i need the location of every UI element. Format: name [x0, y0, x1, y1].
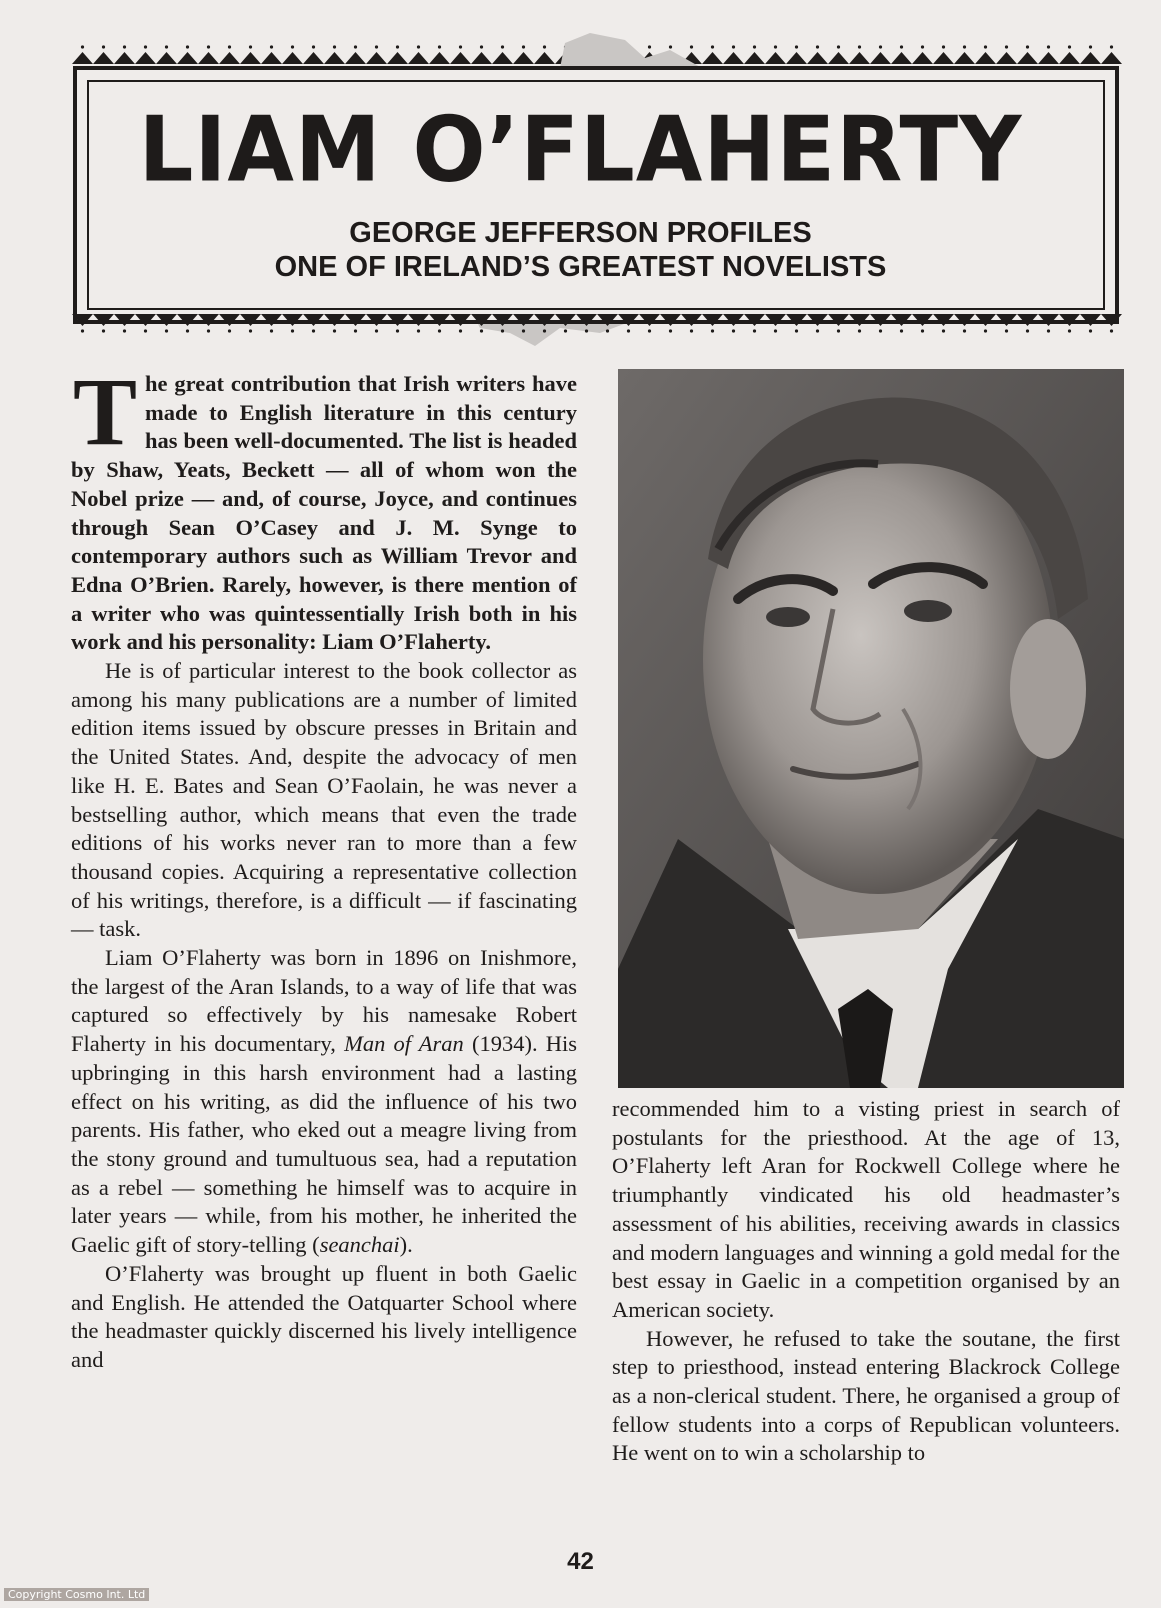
zigzag-dot — [1026, 329, 1029, 332]
article-title: LIAM O’FLAHERTY — [138, 97, 1023, 203]
zigzag-dot — [438, 329, 441, 332]
zigzag-dot — [984, 45, 987, 48]
zigzag-dot — [354, 329, 357, 332]
zigzag-dot — [858, 45, 861, 48]
intro-paragraph: The great contribution that Irish writers have made to English literature in this century has been well-documented. The list is headed by Shaw, Yeats, Beckett — all of whom won the Nobel prize — and, of course, Joyce, and continues through Sean O’Casey and J. M. Synge to contemporary authors such as William Trevor and Edna O’Brien. Rarely, however, is there mention of a writer who was quintessentially Irish both in his work and his personality: Liam O’Flaherty. — [71, 358, 577, 655]
zigzag-dot — [102, 45, 105, 48]
zigzag-dot — [1089, 45, 1092, 48]
zigzag-dot — [774, 45, 777, 48]
zigzag-dot — [123, 45, 126, 48]
zigzag-dot — [291, 45, 294, 48]
zigzag-dot — [249, 329, 252, 332]
zigzag-dot — [564, 329, 567, 332]
zigzag-dot — [921, 45, 924, 48]
zigzag-dot — [1047, 329, 1050, 332]
zigzag-dot — [207, 45, 210, 48]
zigzag-dot — [228, 45, 231, 48]
zigzag-dot — [837, 329, 840, 332]
zigzag-dot — [333, 45, 336, 48]
zigzag-dot — [1047, 45, 1050, 48]
zigzag-dot — [690, 329, 693, 332]
paragraph-school: O’Flaherty was brought up fluent in both Gaelic and English. He attended the Oatquarter School where the headmaster quickly discerned his lively intelligence and — [71, 1260, 577, 1372]
zigzag-dot — [270, 329, 273, 332]
zigzag-dot — [522, 329, 525, 332]
zigzag-dot — [774, 329, 777, 332]
zigzag-dot — [375, 329, 378, 332]
subtitle-line-2: ONE OF IRELAND’S GREATEST NOVELISTS — [274, 251, 887, 283]
zigzag-dot — [396, 45, 399, 48]
zigzag-dot — [102, 329, 105, 332]
zigzag-dot — [711, 329, 714, 332]
zigzag-dot — [732, 329, 735, 332]
zigzag-dot — [942, 329, 945, 332]
zigzag-dot — [81, 45, 84, 48]
zigzag-dot — [648, 329, 651, 332]
right-text-column — [612, 1095, 1120, 1468]
zigzag-dot — [795, 45, 798, 48]
zigzag-dot — [816, 45, 819, 48]
zigzag-dot — [1068, 329, 1071, 332]
zigzag-dot — [879, 329, 882, 332]
zigzag-dot — [270, 45, 273, 48]
zigzag-dot — [627, 329, 630, 332]
zigzag-dot — [585, 329, 588, 332]
zigzag-dot — [753, 45, 756, 48]
zigzag-dot — [942, 45, 945, 48]
zigzag-dot — [1110, 329, 1113, 332]
zigzag-dot — [417, 329, 420, 332]
zigzag-dot — [984, 329, 987, 332]
zigzag-dot — [165, 329, 168, 332]
zigzag-dot — [1089, 329, 1092, 332]
zigzag-dot — [1005, 45, 1008, 48]
zigzag-teeth — [72, 314, 1122, 326]
zigzag-dot — [123, 329, 126, 332]
zigzag-dot — [543, 329, 546, 332]
paragraph-collector: He is of particular interest to the book collector as among his many publications are a number of limited edition items issued by obscure presses in Britain and the United States. And, despite the advocacy of men like H. E. Bates and Sean O’Faolain, he was never a bestselling author, which means that even the trade editions of his works never ran to more than a few thousand copies. Acquiring a representative collection of his writings, therefore, is a difficult — if fascinating — task. — [71, 658, 577, 942]
zigzag-dot — [396, 329, 399, 332]
zigzag-dot — [144, 45, 147, 48]
zigzag-dot — [963, 45, 966, 48]
zigzag-dot — [816, 329, 819, 332]
paragraph-blackrock: However, he refused to take the soutane, the first step to priesthood, instead entering Blackrock College as a non-clerical student. There, he organised a group of fellow students into a corps of Republican volunteers. He went on to win a scholarship to — [612, 1325, 1120, 1466]
zigzag-dot — [186, 329, 189, 332]
zigzag-dot — [606, 329, 609, 332]
zigzag-dot — [858, 329, 861, 332]
zigzag-dot — [900, 329, 903, 332]
zigzag-dot — [1068, 45, 1071, 48]
paragraph-rockwell: recommended him to a visting priest in search of postulants for the priesthood. At the age of 13, O’Flaherty left Aran for Rockwell College where he triumphantly vindicated his old headmaster’s assessment of his abilities, receiving awards in classics and modern languages and winning a gold medal for the best essay in Gaelic in a competition organised by an American society. — [612, 1096, 1120, 1322]
zigzag-dot — [669, 329, 672, 332]
zigzag-dot — [144, 329, 147, 332]
zigzag-dot — [417, 45, 420, 48]
zigzag-dot — [921, 329, 924, 332]
zigzag-dot — [1026, 45, 1029, 48]
subtitle-line-1: GEORGE JEFFERSON PROFILES — [349, 217, 812, 249]
bottom-zigzag-border — [72, 314, 1122, 334]
zigzag-dot — [81, 329, 84, 332]
zigzag-dot — [312, 329, 315, 332]
drop-cap: T — [73, 358, 138, 465]
zigzag-dot — [291, 329, 294, 332]
zigzag-dot — [900, 45, 903, 48]
paragraph-birth: Liam O’Flaherty was born in 1896 on Inishmore, the largest of the Aran Islands, to a way of life that was captured so effectively by his namesake Robert Flaherty in his documentary, Man of Aran (1934). His upbringing in this harsh environment had a lasting effect on his writing, as did the influence of his two parents. His father, who eked out a meagre living from the stony ground and tumultuous sea, had a reputation as a rebel — something he himself was to acquire in later years — while, from his mother, he inherited the Gaelic gift of story-telling (seanchai). — [71, 945, 578, 1258]
left-text-column — [71, 358, 578, 1375]
copyright-watermark: Copyright Cosmo Int. Ltd — [4, 1588, 149, 1601]
portrait-photo — [618, 369, 1124, 1088]
zigzag-dot — [207, 329, 210, 332]
zigzag-dot — [165, 45, 168, 48]
zigzag-dot — [795, 329, 798, 332]
zigzag-dot — [1110, 45, 1113, 48]
zigzag-dot — [1005, 329, 1008, 332]
zigzag-dot — [501, 329, 504, 332]
page-number: 42 — [567, 1548, 594, 1575]
zigzag-dot — [963, 329, 966, 332]
zigzag-dot — [249, 45, 252, 48]
zigzag-dot — [354, 45, 357, 48]
zigzag-dot — [228, 329, 231, 332]
zigzag-dot — [879, 45, 882, 48]
zigzag-dot — [375, 45, 378, 48]
zigzag-dot — [480, 329, 483, 332]
zigzag-dot — [333, 329, 336, 332]
zigzag-dot — [459, 329, 462, 332]
zigzag-dot — [186, 45, 189, 48]
zigzag-dot — [312, 45, 315, 48]
zigzag-dot — [837, 45, 840, 48]
zigzag-dot — [753, 329, 756, 332]
